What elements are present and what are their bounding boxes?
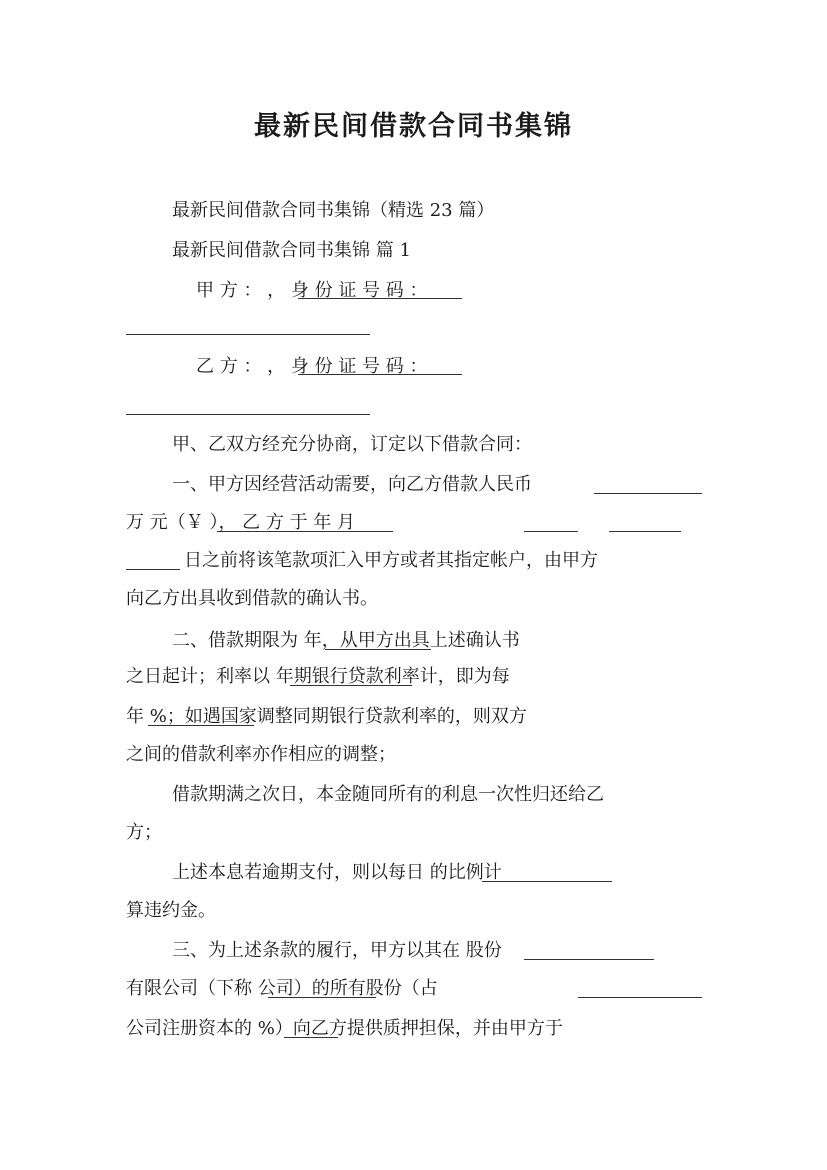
- paragraph-line: 公司注册资本的 %）向乙方提供质押担保，并由甲方于: [126, 1018, 563, 1039]
- paragraph-line: 有限公司（下称 公司）的所有股份（占: [126, 978, 438, 999]
- paragraph-line: 二、借款期限为 年，从甲方出具上述确认书: [172, 630, 520, 651]
- party-a-name-blank: [298, 298, 462, 299]
- section-heading: 最新民间借款合同书集锦 篇 1: [172, 240, 411, 261]
- amount-figure-blank: [217, 531, 393, 532]
- paragraph-line: 日之前将该笔款项汇入甲方或者其指定帐户，由甲方: [184, 550, 598, 571]
- party-a-id-blank: [126, 334, 370, 335]
- paragraph-line: 算违约金。: [126, 900, 216, 921]
- paragraph-line: 上述本息若逾期支付，则以每日 的比例计: [172, 862, 502, 883]
- paragraph-line: 借款期满之次日，本金随同所有的利息一次性归还给乙: [172, 784, 604, 805]
- paragraph-line: 向乙方出具收到借款的确认书。: [126, 588, 378, 609]
- rate-term-blank: [290, 685, 412, 686]
- paragraph-line: 三、为上述条款的履行，甲方以其在 股份: [172, 940, 502, 961]
- paragraph-line: 方；: [126, 822, 162, 843]
- percentage-blank: [284, 1037, 338, 1038]
- rate-blank: [148, 725, 254, 726]
- term-blank: [325, 649, 431, 650]
- paragraph-line: 一、甲方因经营活动需要，向乙方借款人民币: [172, 474, 532, 495]
- amount-blank: [594, 493, 702, 494]
- paragraph-line: 万 元（￥ ）， 乙 方 于 年 月: [126, 512, 356, 533]
- paragraph-line: 甲、乙双方经充分协商，订定以下借款合同：: [172, 434, 532, 455]
- company-blank: [524, 959, 654, 960]
- month-blank: [609, 531, 681, 532]
- subtitle-line: 最新民间借款合同书集锦（精选 23 篇）: [172, 200, 495, 221]
- paragraph-line: 之间的借款利率亦作相应的调整；: [126, 744, 396, 765]
- paragraph-line: 年 %；如遇国家调整同期银行贷款利率的，则双方: [126, 706, 527, 727]
- paragraph-line: 之日起计；利率以 年期银行贷款利率计，即为每: [126, 666, 510, 687]
- party-b-name-blank: [298, 374, 462, 375]
- day-blank: [126, 569, 180, 570]
- year-blank: [524, 531, 578, 532]
- party-b-id-blank: [126, 414, 370, 415]
- party-b-line: 乙 方 ： ， 身 份 证 号 码 ：: [196, 356, 428, 377]
- share-blank: [578, 997, 702, 998]
- company-short-name-blank: [268, 997, 376, 998]
- document-title: 最新民间借款合同书集锦: [254, 111, 573, 142]
- party-a-line: 甲 方 ： ， 身 份 证 号 码 ：: [196, 280, 428, 301]
- penalty-blank: [482, 881, 612, 882]
